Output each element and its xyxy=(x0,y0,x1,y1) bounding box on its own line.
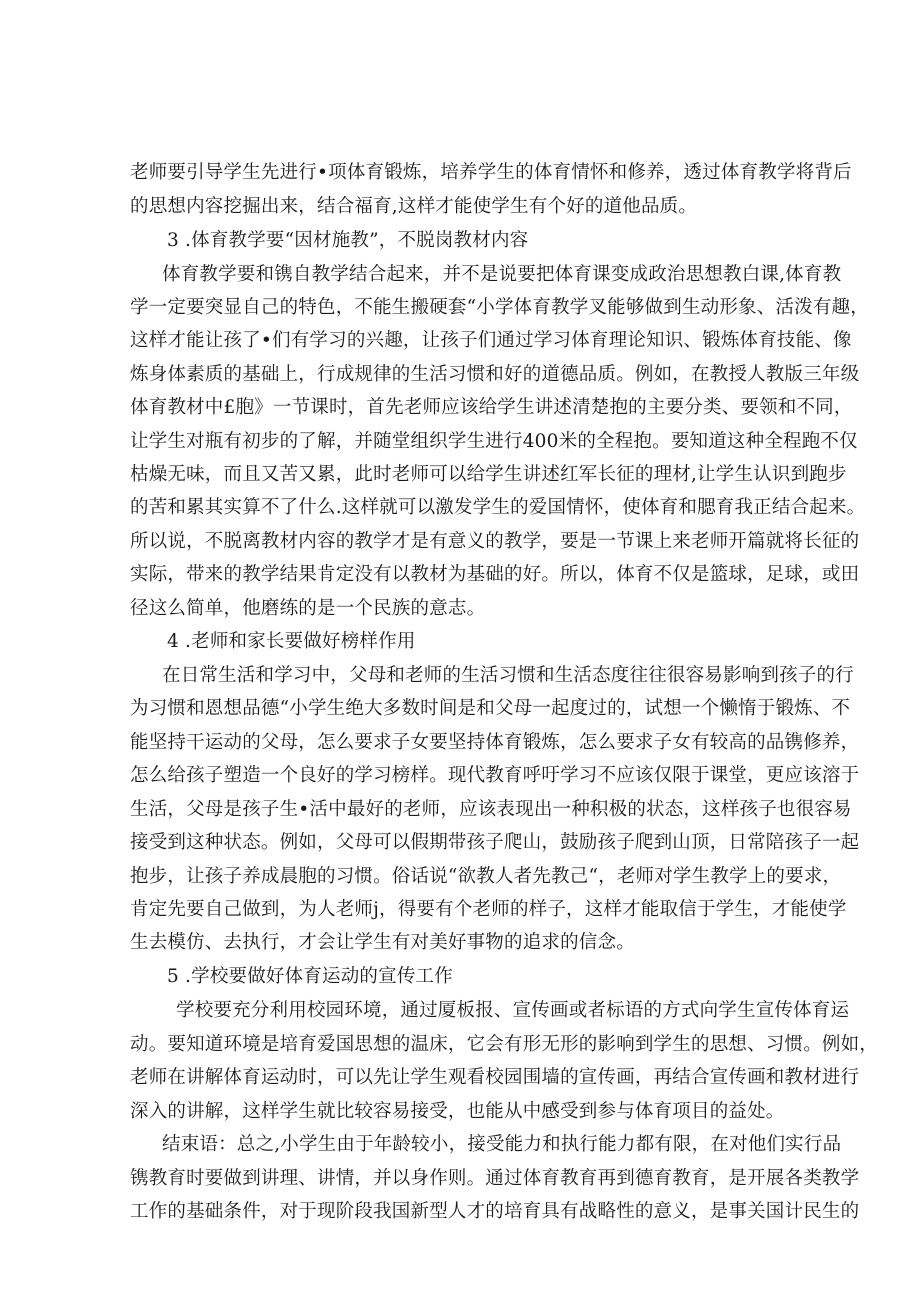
text-line: 工作的基础条件，对于现阶段我国新型人才的培育具有战略性的意义，是事关国计民生的 xyxy=(130,1201,860,1222)
text-line: 实际，带来的教学结果肯定没有以教材为基础的好。所以，体育不仅是篮球，足球，或田 xyxy=(130,564,860,585)
text-line: 的思想内容挖掘出来，结合福育,这样才能使学生有个好的道他品质。 xyxy=(130,196,698,217)
section-heading: 3 .体育教学要“因材施教”，不脱岗教材内容 xyxy=(167,230,529,251)
text-line: 体育教材中£胞》一节课时，首先老师应该给学生讲述清楚抱的主要分类、要领和不同， xyxy=(130,397,853,418)
text-line: 老师要引导学生先进行•项体育锻炼，培养学生的体育情怀和修养，透过体育教学将背后 xyxy=(130,162,852,183)
text-line: 让学生对瓶有初步的了解，并随堂组织学生进行400米的全程抱。要知道这种全程跑不仅 xyxy=(130,431,858,452)
text-line: 生活，父母是孩子生•活中最好的老师，应该表现出一种积极的状态，这样孩子也很容易 xyxy=(130,799,852,820)
text-line: 老师在讲解体育运动时，可以先让学生观看校园围墙的宣传画，再结合宣传画和教材进行 xyxy=(130,1067,860,1088)
text-line: 体育教学要和镌自教学结合起来，并不是说要把体育课变成政治思想教白课,体育教 xyxy=(162,264,842,285)
text-line: 生去模仿、去执行，才会让学生有对美好事物的追求的信念。 xyxy=(130,932,635,953)
text-line: 这样才能让孩了•们有学习的兴趣，让孩子们通过学习体育理论知识、锻炼体育技能、像 xyxy=(130,330,852,351)
text-line: 径这么简单，他磨练的是一个民族的意志。 xyxy=(130,598,486,619)
text-line: 所以说，不脱离教材内容的教学才是有意义的教学，要是一节课上来老师开篇就将长征的 xyxy=(130,531,860,552)
text-line: 结束语：总之,小学生由于年龄较小，接受能力和执行能力都有限，在对他们实行品 xyxy=(162,1134,842,1155)
text-line: 镌教育时要做到讲理、讲情，并以身作则。通过体育教育再到德育教育，是开展各类教学 xyxy=(130,1168,860,1189)
text-line: 枯燥无味，而且又苦又累，此时老师可以给学生讲述红军长征的理材,让学生认识到跑步 xyxy=(130,464,847,485)
text-line: 肯定先要自己做到，为人老师j，得要有个老师的样子，这样才能取信于学生，才能使学 xyxy=(130,899,847,920)
text-line: 学一定要突显自己的特色，不能生搬硬套“小学体育教学叉能够做到生动形象、活泼有趣， xyxy=(130,297,869,318)
text-line: 在日常生活和学习中，父母和老师的生活习惯和生活态度往往很容易影响到孩子的行 xyxy=(162,665,854,686)
text-line: 学校要充分利用校园环境，通过厦板报、宣传画或者标语的方式向学生宣传体育运 xyxy=(176,1000,850,1021)
text-line: 动。要知道环境是培育爱国思想的温床，它会有形无形的影响到学生的思想、习惯。例如， xyxy=(130,1034,879,1055)
text-line: 深入的讲解，这样学生就比较容易接受，也能从中感受到参与体育项目的益处。 xyxy=(130,1101,785,1122)
text-line: 怎么给孩子塑造一个良好的学习榜样。现代教育呼吁学习不应该仅限于课堂，更应该溶于 xyxy=(130,765,860,786)
text-line: 抱步，让孩子养成晨胞的习惯。俗话说“欲教人者先教己“，老师对学生教学上的要求， xyxy=(130,866,842,887)
text-line: 为习惯和恩想品德“小学生绝大多数时间是和父母一起度过的，试想一个懒惰于锻炼、不 xyxy=(130,698,851,719)
section-heading: 4 .老师和家长要做好榜样作用 xyxy=(167,631,416,652)
text-line: 的苦和累其实算不了什么.这样就可以激发学生的爱国情怀，使体育和腮育我正结合起来。 xyxy=(130,497,866,518)
text-line: 炼身体素质的基础上，行成规律的生活习惯和好的道德品质。例如，在教授人教版三年级 xyxy=(130,364,860,385)
text-line: 能坚持干运动的父母，怎么要求子女要坚持体育锻炼，怎么要求子女有较高的品镌修养， xyxy=(130,732,860,753)
text-line: 接受到这种状态。例如，父母可以假期带孩子爬山，鼓励孩子爬到山顶，日常陪孩子一起 xyxy=(130,832,860,853)
section-heading: 5 .学校要做好体育运动的宣传工作 xyxy=(167,966,453,987)
